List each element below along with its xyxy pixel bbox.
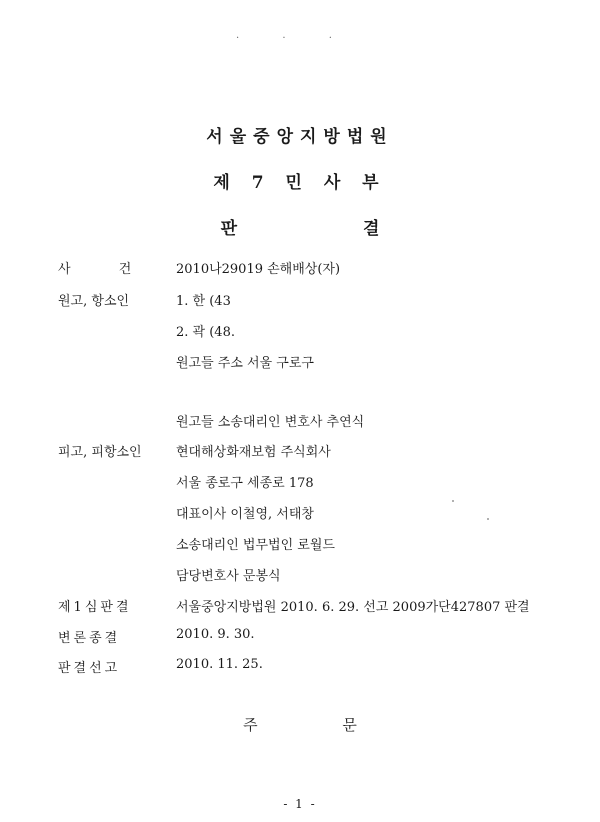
document-type: 판 결: [220, 219, 440, 239]
defendant-address: 서울 종로구 세종로 178: [176, 476, 314, 491]
defendant-label: 피고, 피항소인: [58, 445, 142, 460]
order-heading: 주 문: [243, 716, 397, 734]
page-number: - 1 -: [283, 797, 317, 811]
defendant-representative: 대표이사 이철영, 서태창: [176, 507, 314, 522]
plaintiff-label: 원고, 항소인: [58, 294, 130, 309]
plaintiff-2: 2. 곽 (48.: [176, 325, 235, 340]
sentencing-value: 2010. 11. 25.: [176, 657, 263, 672]
case-value: 2010나29019 손해배상(자): [176, 262, 341, 277]
plaintiff-address: 원고들 주소 서울 구로구: [176, 356, 314, 371]
plaintiff-1: 1. 한 (43: [176, 294, 231, 309]
first-instance-value: 서울중앙지방법원 2010. 6. 29. 선고 2009가단427807 판결: [176, 600, 530, 615]
first-instance-label: 제1심판결: [58, 600, 132, 615]
defendant-name: 현대해상화재보험 주식회사: [176, 445, 331, 460]
header-marks: . . .: [236, 30, 352, 41]
scan-speck: [487, 518, 489, 520]
scan-speck: [452, 500, 454, 502]
defendant-lawyer: 담당변호사 문봉식: [176, 569, 281, 584]
sentencing-label: 판결선고: [58, 661, 121, 676]
division-name: 제 7 민 사 부: [213, 173, 387, 193]
closing-label: 변론종결: [58, 631, 121, 646]
court-name: 서울중앙지방법원: [206, 127, 394, 147]
defendant-agent: 소송대리인 법무법인 로월드: [176, 538, 335, 553]
closing-value: 2010. 9. 30.: [176, 627, 255, 642]
case-label: 사 건: [58, 262, 154, 277]
plaintiff-counsel: 원고들 소송대리인 변호사 추연식: [176, 415, 365, 430]
